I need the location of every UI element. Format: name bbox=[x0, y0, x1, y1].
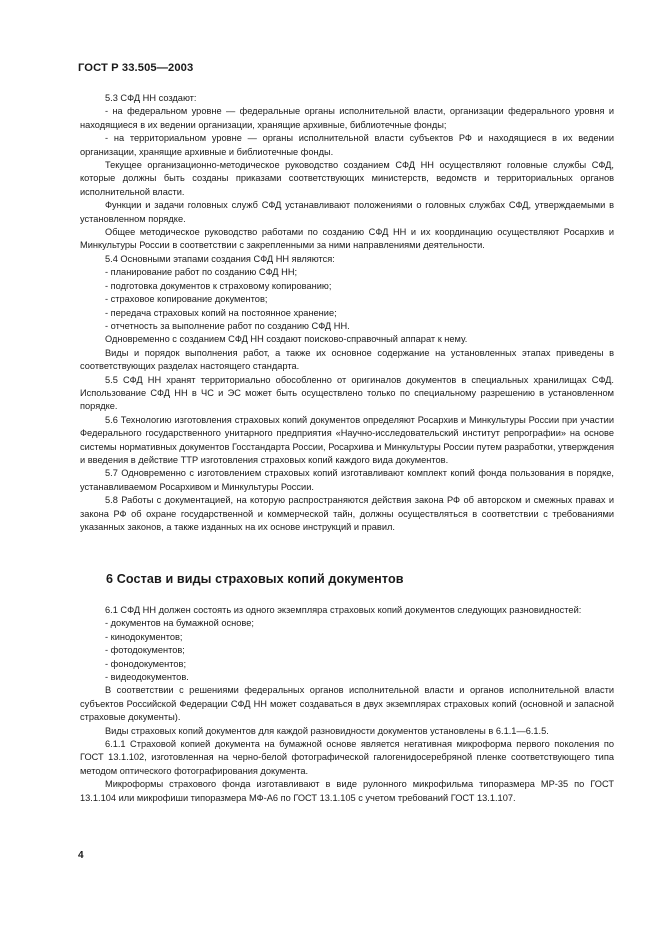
list-item: - подготовка документов к страховому копированию; bbox=[105, 280, 332, 291]
section-6-title: 6 Состав и виды страховых копий документов bbox=[106, 572, 404, 586]
list-item: - передача страховых копий на постоянное хранение; bbox=[105, 307, 337, 318]
paragraph: - на территориальном уровне — органы исполнительной власти субъектов РФ и находящиеся в их ведении организации, хранящие архивные и библиотечные фонды. bbox=[80, 133, 614, 157]
paragraph: 5.7 Одновременно с изготовлением страховых копий изготавливают комплект копий фонда пользования в порядке, устанавливаемом Росархивом и Минкультуры России. bbox=[80, 468, 614, 492]
list-item: - документов на бумажной основе; bbox=[105, 618, 254, 629]
list-item: - отчетность за выполнение работ по созданию СФД НН. bbox=[105, 320, 350, 331]
paragraph: Микроформы страхового фонда изготавливают в виде рулонного микрофильма типоразмера МР-35 по ГОСТ 13.1.104 или микрофиши типоразмера МФ-А6 по ГОСТ 13.1.105 с учетом требований ГОСТ 13.1.107. bbox=[80, 779, 614, 803]
paragraph: 6.1.1 Страховой копией документа на бумажной основе является негативная микроформа первого поколения по ГОСТ 13.1.102, изготовленная на черно-белой фотографической галогенидосеребряной пленке соответствующего типа методом оптического фотографирования документа. bbox=[80, 739, 614, 776]
paragraph: Текущее организационно-методическое руководство созданием СФД НН осуществляют головные службы СФД, которые должны быть созданы приказами соответствующих министерств, ведомств и территориальных органов исполнительной власти. bbox=[80, 160, 614, 197]
section-5-body bbox=[80, 92, 614, 534]
list-item: - видеодокументов. bbox=[105, 672, 189, 683]
list-item: - кинодокументов; bbox=[105, 631, 183, 642]
list-item: - страховое копирование документов; bbox=[105, 294, 268, 305]
list-item: - фонодокументов; bbox=[105, 658, 187, 669]
paragraph: 6.1 СФД НН должен состоять из одного экземпляра страховых копий документов следующих разновидностей: bbox=[105, 605, 582, 615]
paragraph: В соответствии с решениями федеральных органов исполнительной власти и органов исполнительной власти субъектов Российской Федерации СФД НН может создаваться в двух экземплярах страховых копий (основной и запасной страховые документы). bbox=[80, 685, 614, 723]
paragraph: 5.3 СФД НН создают: bbox=[105, 93, 197, 103]
paragraph: 5.5 СФД НН хранят территориально обособленно от оригиналов документов в специальных хранилищах СФД. Использование СФД НН в ЧС и ЭС может быть осуществлено только по специальному разрешению в установленном порядке. bbox=[80, 374, 614, 412]
paragraph: 5.6 Технологию изготовления страховых копий документов определяют Росархив и Минкультуры России при участии Федерального государственного унитарного предприятия «Научно-исследовательский институт репрографии» на основе системы нормативных документов Госстандарта России, Росархива и Минкультуры России путем разработки, утверждения и введения в действие ТТР изготовления страховых копий каждого вида документов. bbox=[80, 414, 614, 465]
section-6-body bbox=[80, 604, 614, 805]
list-item: - фотодокументов; bbox=[105, 645, 185, 656]
page-number: 4 bbox=[78, 850, 84, 861]
paragraph: Виды страховых копий документов для каждой разновидности документов установлены в 6.1.1—6.1.5. bbox=[105, 725, 549, 736]
paragraph: Одновременно с созданием СФД НН создают поисково-справочный аппарат к нему. bbox=[105, 334, 468, 345]
paragraph: 5.4 Основными этапами создания СФД НН являются: bbox=[105, 253, 335, 264]
document-header: ГОСТ Р 33.505—2003 bbox=[78, 62, 194, 74]
paragraph: Функции и задачи головных служб СФД устанавливают положениями о головных службах СФД, утверждаемыми в установленном порядке. bbox=[80, 200, 614, 224]
list-item: - планирование работ по созданию СФД НН; bbox=[105, 267, 298, 278]
paragraph: Общее методическое руководство работами по созданию СФД НН и их координацию осуществляют Росархив и Минкультуры России в соответствии с закрепленными за ними направлениями деятельности. bbox=[80, 227, 614, 251]
paragraph: 5.8 Работы с документацией, на которую распространяются действия закона РФ об авторском и смежных правах и закона РФ об охране государственной и коммерческой тайн, должны осуществляться в соответствии с требованиями указанных законов, а также изданных на их основе инструкций и правил. bbox=[80, 495, 614, 532]
paragraph: Виды и порядок выполнения работ, а также их основное содержание на установленных этапах приведены в соответствующих разделах настоящего стандарта. bbox=[80, 347, 614, 372]
paragraph: - на федеральном уровне — федеральные органы исполнительной власти, организации федерального уровня и находящиеся в их ведении организации, хранящие архивные, библиотечные фонды; bbox=[80, 106, 614, 130]
